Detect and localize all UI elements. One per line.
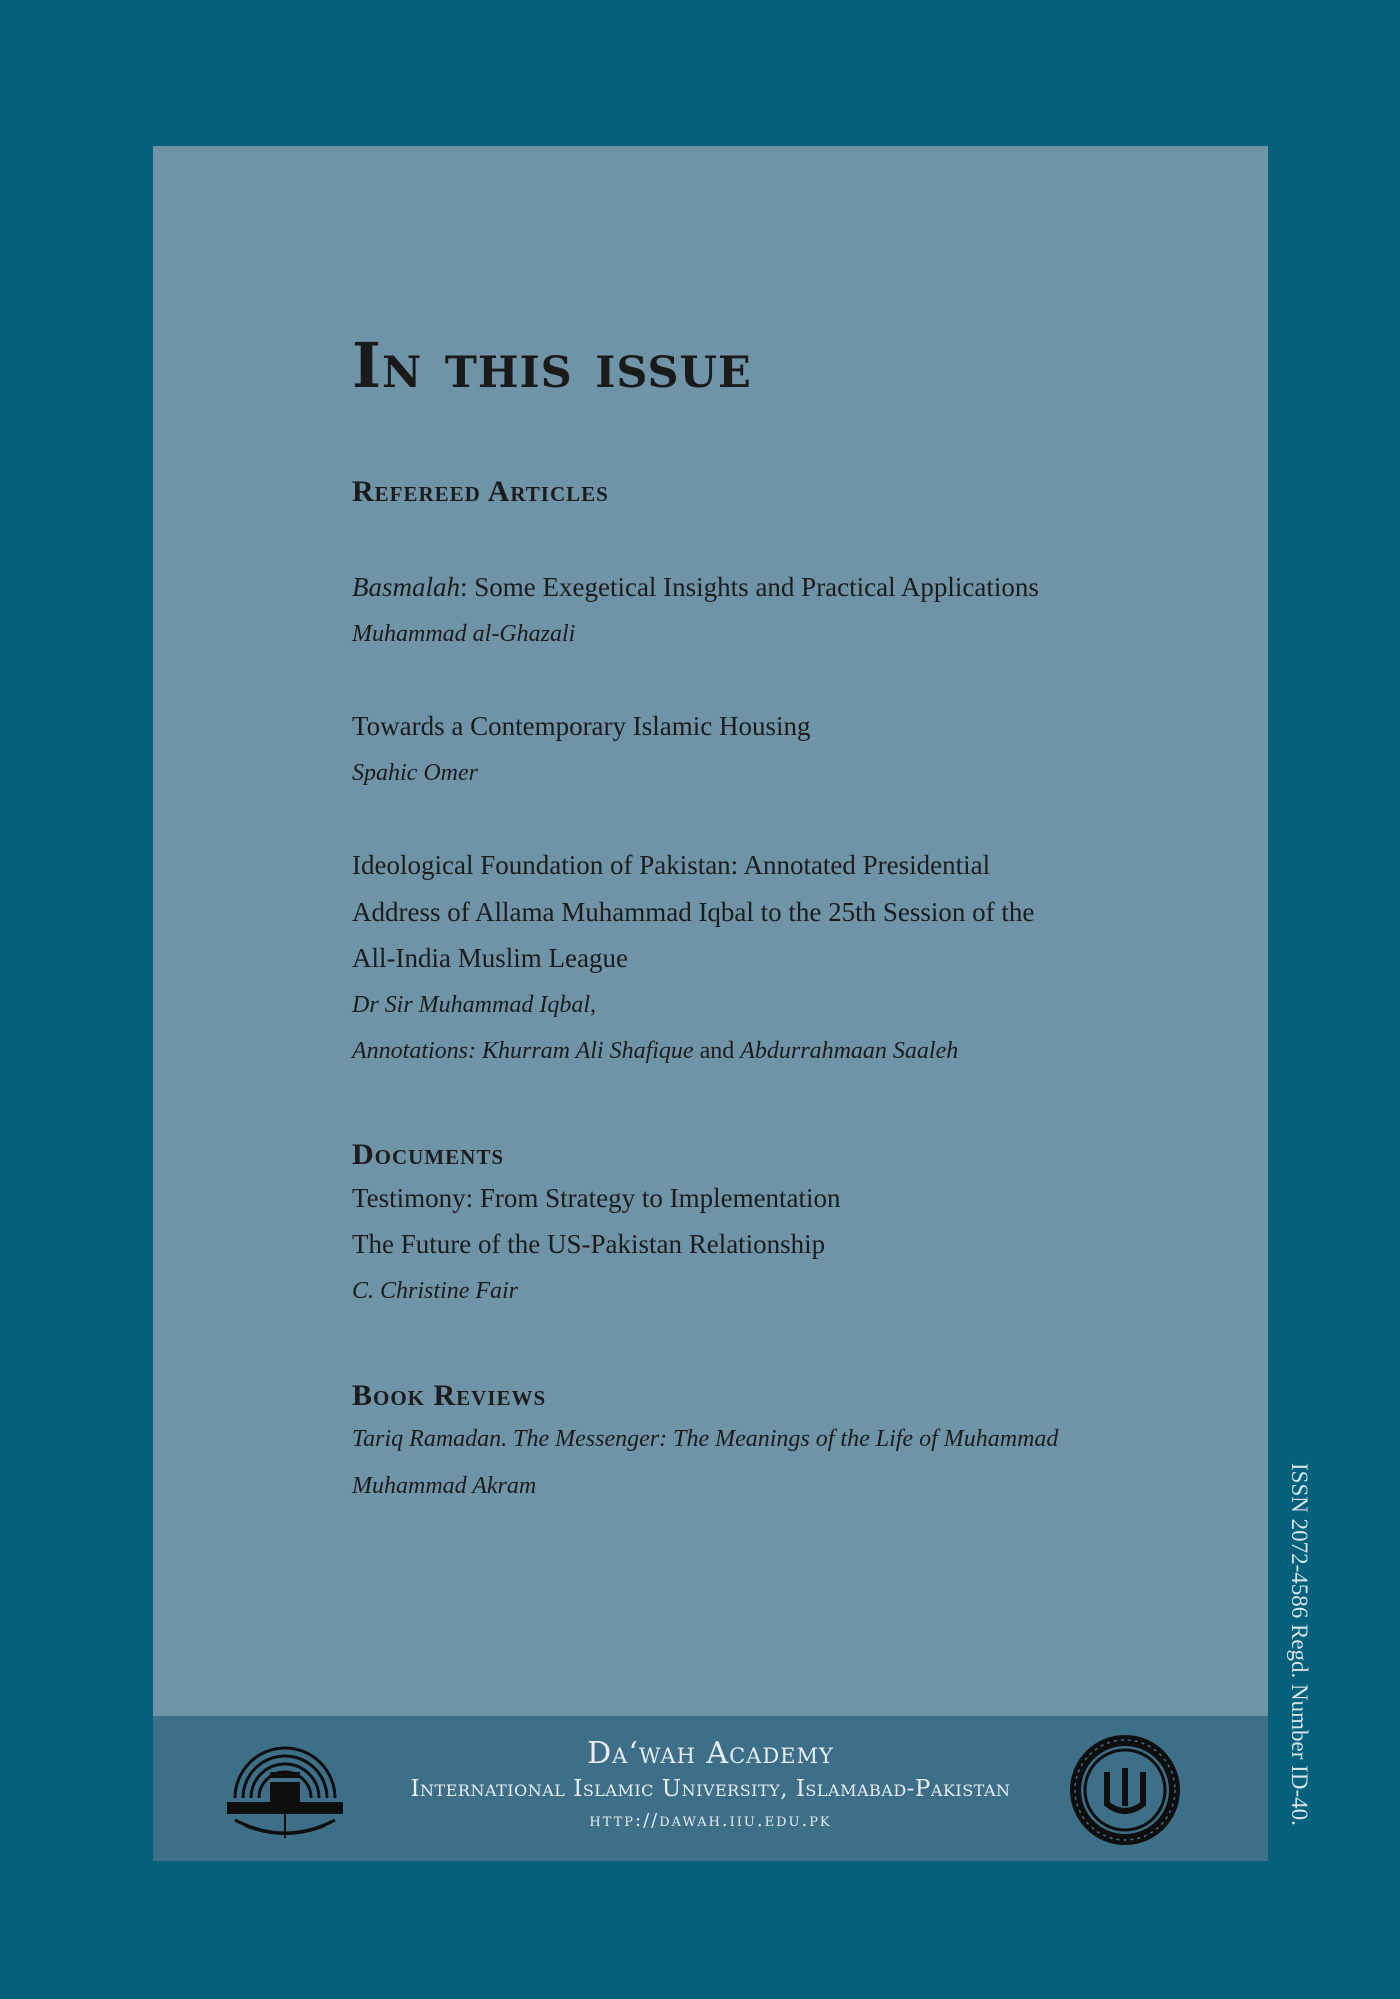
annotations-name: Abdurrahmaan Saaleh — [740, 1038, 959, 1064]
article-title-line: Address of Allama Muhammad Iqbal to the 25th Session of the — [352, 896, 1035, 927]
article-title-line: All-India Muslim League — [352, 943, 628, 973]
table-of-contents — [352, 330, 1202, 1509]
annotations-names: Annotations: Khurram Ali Shafique — [352, 1038, 694, 1064]
article-author: Dr Sir Muhammad Iqbal, — [352, 991, 596, 1018]
article-title-emphasis: Basmalah — [352, 572, 460, 602]
page-title: In this issue — [352, 329, 752, 402]
article-author: Muhammad al-Ghazali — [352, 620, 576, 647]
section-heading-refereed: Refereed Articles — [352, 475, 609, 508]
article-author: Spahic Omer — [352, 759, 478, 786]
footer-url-link[interactable]: http://dawah.iiu.edu.pk — [589, 1810, 832, 1831]
article-title-rest: : Some Exegetical Insights and Practical Applications — [460, 572, 1039, 602]
issn-vertical-text — [1280, 1463, 1320, 1858]
document-author: C. Christine Fair — [352, 1277, 519, 1304]
issn-number: ISSN 2072-4586 Regd. Number ID-40. — [1287, 1463, 1312, 1826]
book-review-title: Tariq Ramadan. The Messenger: The Meanings of the Life of Muhammad — [352, 1426, 1059, 1452]
section-heading-book-reviews: Book Reviews — [352, 1379, 547, 1412]
annotations-and: and — [693, 1038, 741, 1064]
article-title-line: Ideological Foundation of Pakistan: Annotated Presidential — [352, 850, 991, 880]
book-review-author: Muhammad Akram — [352, 1472, 537, 1499]
footer-university: International Islamic University, Islamabad-Pakistan — [410, 1776, 1011, 1802]
article-title: Towards a Contemporary Islamic Housing — [352, 711, 811, 741]
document-title-line: Testimony: From Strategy to Implementation — [352, 1182, 841, 1213]
footer-academy-name: Da‘wah Academy — [587, 1736, 834, 1771]
article-annotations — [352, 1028, 1202, 1075]
footer-band — [153, 1716, 1268, 1861]
document-title-line: The Future of the US-Pakistan Relationship — [352, 1229, 826, 1259]
article-title — [352, 564, 1202, 611]
section-heading-documents: Documents — [352, 1137, 505, 1171]
university-seal-icon — [1067, 1732, 1183, 1848]
